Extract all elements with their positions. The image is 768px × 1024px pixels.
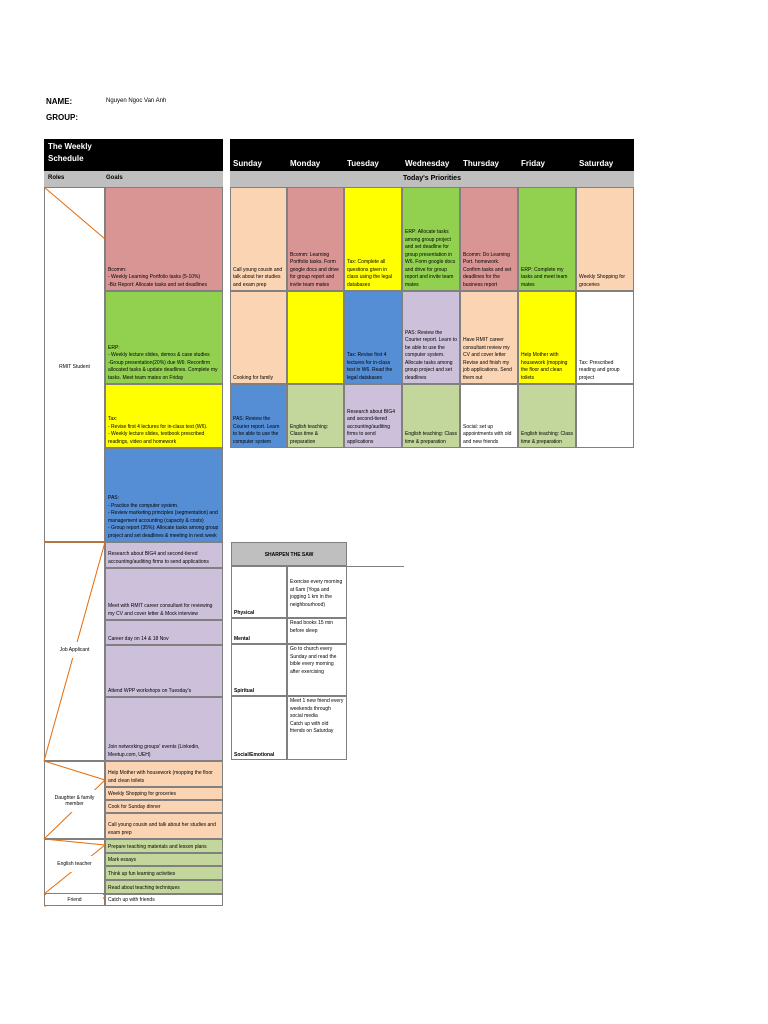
sharpen-the-saw-title: SHARPEN THE SAW xyxy=(231,542,347,566)
goal-bcomm: Bcomm: - Weekly Learning Portfolio tasks (5-10%) -Biz Report: Allocate tasks and set deadlines xyxy=(105,187,223,291)
goal-call-cousin: Call young cousin and talk about her studies and exam prep xyxy=(105,813,223,839)
priorities-header: Today's Priorities xyxy=(230,171,634,187)
goal-cook: Cook for Sunday dinner xyxy=(105,800,223,813)
sharpen-text-spiritual: Go to church every Sunday and read the bible every morning after exercising xyxy=(287,644,347,696)
goal-learning-activities: Think up fun learning activities xyxy=(105,866,223,880)
sharpen-top-rule xyxy=(347,566,404,567)
goal-shopping: Weekly Shopping for groceries xyxy=(105,787,223,800)
role-daughter-family: Daughter & family member xyxy=(46,790,103,812)
priority-mon-2 xyxy=(287,291,344,384)
priority-wed-3: English teaching: Class time & preparation xyxy=(402,384,460,448)
role-friend: Friend xyxy=(46,894,103,905)
goal-career-day: Career day on 14 & 18 Nov xyxy=(105,620,223,645)
priority-sun-3: PAS: Review the Courier report. Learn to be able to use the computer system xyxy=(230,384,287,448)
goal-catch-up-friends: Catch up with friends xyxy=(105,894,223,906)
goal-help-mother: Help Mother with housework (mopping the floor and clean toilets xyxy=(105,761,223,787)
priority-thu-3: Social: set up appointments with old and new friends xyxy=(460,384,518,448)
priority-sat-2: Tax: Prescribed reading and group project xyxy=(576,291,634,384)
role-job-applicant: Job Applicant xyxy=(46,642,103,658)
priority-wed-1: ERP: Allocate tasks among group project and set deadline for group presentation in W6. Form google docs and drive for group report and invite team mates xyxy=(402,187,460,291)
day-tuesday: Tuesday xyxy=(347,159,379,168)
goal-mark-essays: Mark essays xyxy=(105,853,223,866)
role-rmit-student: RMIT Student xyxy=(46,355,103,379)
sharpen-label-mental: Mental xyxy=(231,618,287,644)
goal-teaching-techniques: Read about teaching techniques xyxy=(105,880,223,894)
sharpen-label-spiritual: Spiritual xyxy=(231,644,287,696)
role-english-teacher: English teacher xyxy=(46,856,103,872)
goal-pas: PAS: - Practice the computer system. - Review marketing principles (segmentation) and management accounting (capacity & costs) - Group report (35%): Allocate tasks among group project and set deadlines & meeting in next week xyxy=(105,448,223,542)
priority-mon-3: English teaching: Class time & preparation xyxy=(287,384,344,448)
priority-tue-2: Tax: Revise first 4 lectures for in-class test in W6. Read the legal databases xyxy=(344,291,402,384)
priority-sun-2: Cooking for family xyxy=(230,291,287,384)
goals-header-label: Goals xyxy=(106,175,123,181)
priority-thu-2: Have RMIT career consultant review my CV and cover letter Revise and finish my job applications. Send them out xyxy=(460,291,518,384)
priority-sat-3 xyxy=(576,384,634,448)
day-wednesday: Wednesday xyxy=(405,159,450,168)
priority-sun-1: Call young cousin and talk about her studies and exam prep xyxy=(230,187,287,291)
priority-tue-3: Research about BIG4 and second-tiered accounting/auditing firms to send applications xyxy=(344,384,402,448)
day-friday: Friday xyxy=(521,159,546,168)
day-saturday: Saturday xyxy=(579,159,614,168)
day-sunday: Sunday xyxy=(233,159,262,168)
name-label: NAME: xyxy=(46,97,73,106)
goal-tax: Tax: - Revise first 4 lectures for in-class test (W6). - Weekly lecture slides, textbook prescribed readings, video and homework xyxy=(105,384,223,448)
name-value: Nguyen Ngoc Van Anh xyxy=(106,98,167,104)
priority-fri-1: ERP: Complete my tasks and meet team mates xyxy=(518,187,576,291)
group-label: GROUP: xyxy=(46,113,78,122)
day-thursday: Thursday xyxy=(463,159,500,168)
priority-fri-3: English teaching: Class time & preparation xyxy=(518,384,576,448)
goal-teaching-materials: Prepare teaching materials and lesson plans xyxy=(105,839,223,853)
schedule-title: The Weekly Schedule xyxy=(44,139,223,171)
day-monday: Monday xyxy=(290,159,321,168)
roles-header-label: Roles xyxy=(48,175,65,181)
sharpen-text-mental: Read books 15 min before sleep xyxy=(287,618,347,644)
priority-sat-1: Weekly Shopping for groceries xyxy=(576,187,634,291)
sharpen-text-social-emotional: Meet 1 new friend every weekends through social media Catch up with old friends on Saturday xyxy=(287,696,347,760)
priority-thu-1: Bcomm: Do Learning Port. homework. Confirm tasks and set deadlines for the business report xyxy=(460,187,518,291)
priority-wed-2: PAS: Review the Courier report. Learn to be able to use the computer system. Allocate tasks among group project and set deadlines xyxy=(402,291,460,384)
sharpen-text-physical: Exercise every morning at 6am (Yoga and jogging 1 km in the neighbourhood) xyxy=(287,566,347,618)
priority-mon-1: Bcomm: Learning Portfolio tasks. Form google docs and drive for group report and invite team mates xyxy=(287,187,344,291)
priority-fri-2: Help Mother with housework (mopping the floor and clean toilets xyxy=(518,291,576,384)
goal-wpp-workshops: Attend WPP workshops on Tuesday's xyxy=(105,645,223,697)
goal-erp: ERP: - Weekly lecture slides, demos & case studies -Group presentation(20%) due W6: Reconfirm allocated tasks & update deadlines. Complete my tasks. Meet team mates on Friday xyxy=(105,291,223,384)
goal-networking: Join networking groups' events (Linkedin, Meetup.com, UEH) xyxy=(105,697,223,761)
goal-career-consultant: Meet with RMIT career consultant for reviewing my CV and cover letter & Mock interview xyxy=(105,568,223,620)
goal-research: Research about BIG4 and second-tiered accounting/auditing firms to send applications xyxy=(105,542,223,568)
sharpen-label-social-emotional: Social/Emotional xyxy=(231,696,287,760)
priority-tue-1: Tax: Complete all questions given in class using the legal databases xyxy=(344,187,402,291)
sharpen-label-physical: Physical xyxy=(231,566,287,618)
